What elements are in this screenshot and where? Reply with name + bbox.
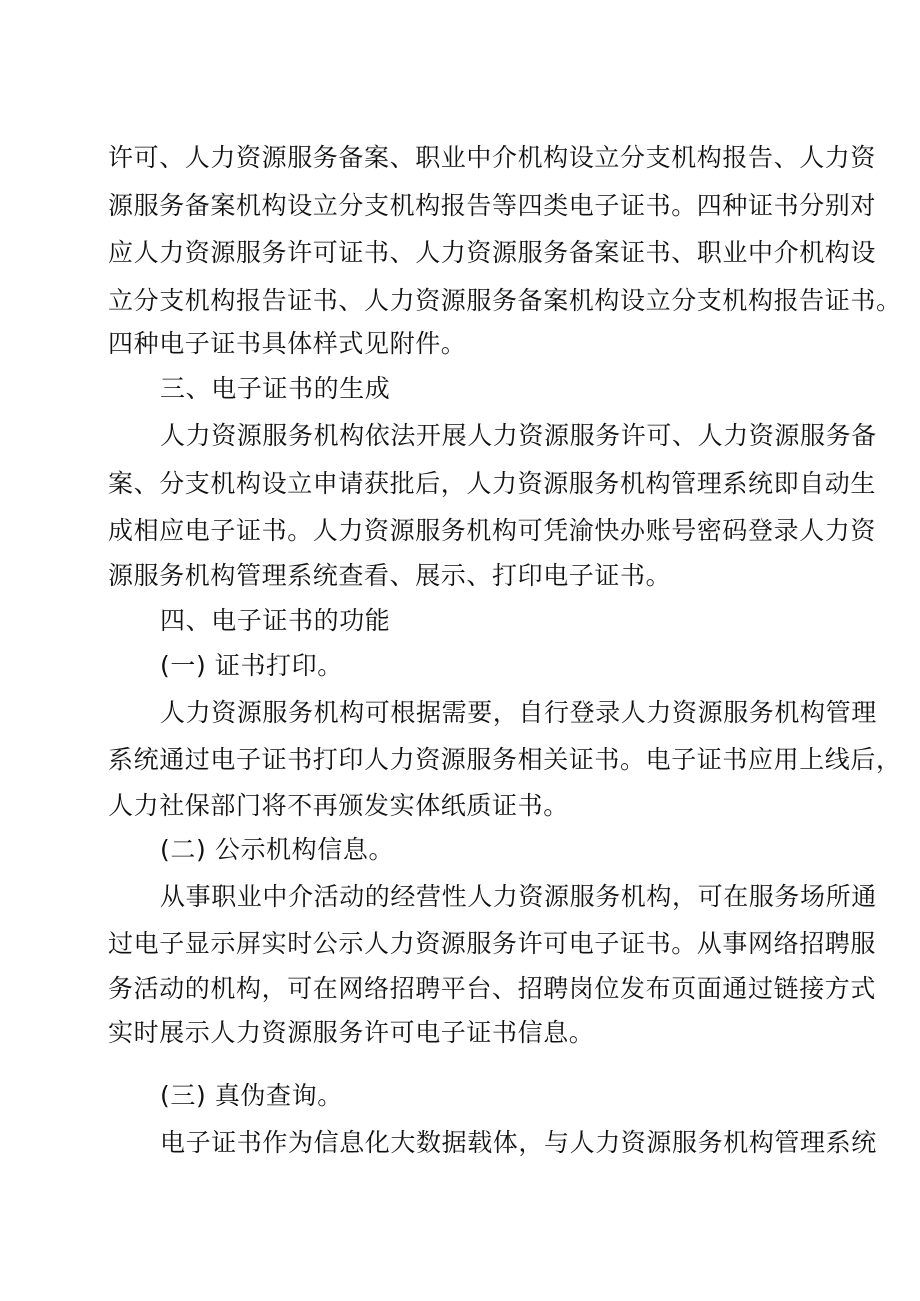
body-text-line: 许可、人力资源服务备案、职业中介机构设立分支机构报告、人力资 [108, 143, 877, 172]
body-text-line: 源服务备案机构设立分支机构报告等四类电子证书。四种证书分别对 [108, 191, 877, 220]
subsection-heading: (一) 证书打印。 [160, 651, 343, 680]
section-heading: 三、电子证书的生成 [160, 374, 391, 403]
body-text-line: 务活动的机构，可在网络招聘平台、招聘岗位发布页面通过链接方式 [108, 974, 877, 1003]
body-text-line: 源服务机构管理系统查看、展示、打印电子证书。 [108, 561, 672, 590]
body-text-line: 系统通过电子证书打印人力资源服务相关证书。电子证书应用上线后， [108, 745, 902, 774]
section-heading: 四、电子证书的功能 [160, 606, 391, 635]
subsection-heading: (三) 真伪查询。 [160, 1081, 343, 1110]
body-text-line: 人力资源服务机构可根据需要，自行登录人力资源服务机构管理 [160, 698, 877, 727]
body-text-line: 人力资源服务机构依法开展人力资源服务许可、人力资源服务备 [160, 421, 877, 450]
body-text-line: 过电子显示屏实时公示人力资源服务许可电子证书。从事网络招聘服 [108, 929, 877, 958]
body-text-line: 实时展示人力资源服务许可电子证书信息。 [108, 1018, 595, 1047]
body-text-line: 人力社保部门将不再颁发实体纸质证书。 [108, 791, 569, 820]
body-text-line: 从事职业中介活动的经营性人力资源服务机构，可在服务场所通 [160, 882, 877, 911]
body-text-line: 立分支机构报告证书、人力资源服务备案机构设立分支机构报告证书。 [108, 286, 902, 315]
body-text-line: 案、分支机构设立申请获批后，人力资源服务机构管理系统即自动生 [108, 469, 877, 498]
body-text-line: 四种电子证书具体样式见附件。 [108, 329, 467, 358]
body-text-line: 电子证书作为信息化大数据载体，与人力资源服务机构管理系统 [160, 1128, 877, 1157]
body-text-line: 应人力资源服务许可证书、人力资源服务备案证书、职业中介机构设 [108, 238, 877, 267]
subsection-heading: (二) 公示机构信息。 [160, 835, 395, 864]
body-text-line: 成相应电子证书。人力资源服务机构可凭渝快办账号密码登录人力资 [108, 516, 877, 545]
